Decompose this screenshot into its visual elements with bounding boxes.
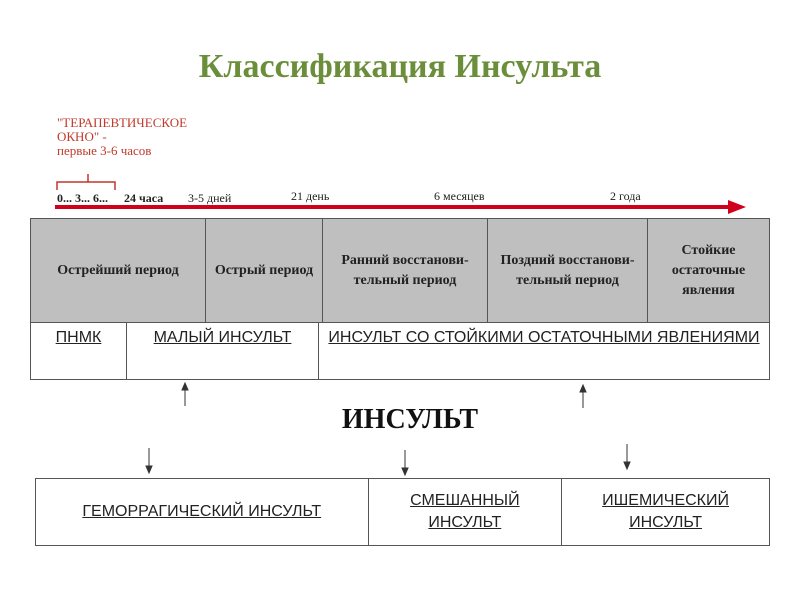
therapeutic-window-line1: "ТЕРАПЕВТИЧЕСКОЕ <box>57 115 188 130</box>
outcome-minor-stroke: МАЛЫЙ ИНСУЛЬТ <box>127 323 319 380</box>
tick-3-5-days: 3-5 дней <box>188 191 232 205</box>
period-early-recovery: Ранний восстанови-тельный период <box>323 219 488 323</box>
timeline-graphics <box>0 0 800 220</box>
slide-title: Классификация Инсульта <box>198 48 602 85</box>
tick-hours: 0... 3... 6... <box>57 191 108 205</box>
tick-21-days: 21 день <box>291 189 330 203</box>
type-ischemic: ИШЕМИЧЕСКИЙ ИНСУЛЬТ <box>562 479 770 546</box>
tick-2-years: 2 года <box>610 189 641 203</box>
arrow-up-residual-head <box>580 385 586 392</box>
periods-table <box>30 218 770 323</box>
tick-24h: 24 часа <box>124 191 164 205</box>
arrow-down-ischemic-head <box>624 462 630 469</box>
arrow-down-hemorrhagic-head <box>146 466 152 473</box>
period-residual: Стойкие остаточные явления <box>648 219 770 323</box>
period-acute: Острый период <box>206 219 323 323</box>
type-mixed: СМЕШАННЫЙ ИНСУЛЬТ <box>368 479 562 546</box>
arrow-up-minor-head <box>182 383 188 390</box>
timeline-arrow-head <box>728 200 746 214</box>
tick-6-months: 6 месяцев <box>434 189 485 203</box>
period-acutest: Острейший период <box>31 219 206 323</box>
therapeutic-window-line3: первые 3-6 часов <box>57 143 152 158</box>
outcome-stroke-residual: ИНСУЛЬТ СО СТОЙКИМИ ОСТАТОЧНЫМИ ЯВЛЕНИЯМИ <box>319 323 770 380</box>
arrow-down-mixed-head <box>402 468 408 475</box>
stroke-types-table <box>35 478 770 546</box>
outcomes-table <box>30 322 770 380</box>
therapeutic-window-bracket <box>57 182 115 190</box>
outcome-pnmk: ПНМК <box>31 323 127 380</box>
therapeutic-window-line2: ОКНО" - <box>57 129 107 144</box>
type-hemorrhagic: ГЕМОРРАГИЧЕСКИЙ ИНСУЛЬТ <box>36 479 369 546</box>
period-late-recovery: Поздний восстанови-тельный период <box>488 219 648 323</box>
stroke-label: ИНСУЛЬТ <box>341 404 479 435</box>
